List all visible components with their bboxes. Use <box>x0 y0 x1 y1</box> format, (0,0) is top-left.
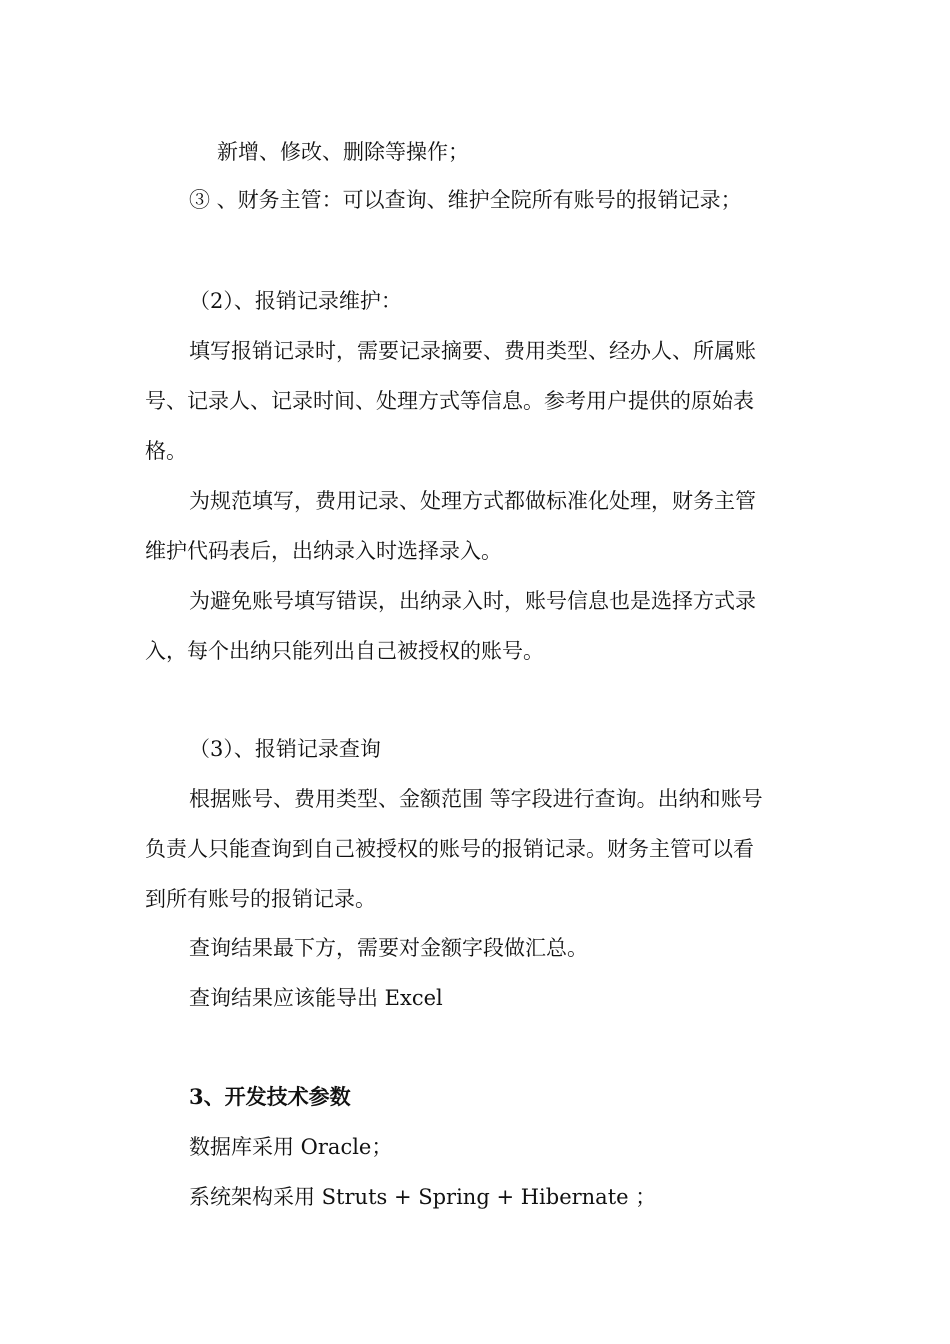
paragraph-line: 入，每个出纳只能列出自己被授权的账号。 <box>145 639 544 663</box>
paragraph-line: 负责人只能查询到自己被授权的账号的报销记录。财务主管可以看 <box>145 837 754 861</box>
paragraph-line: 填写报销记录时，需要记录摘要、费用类型、经办人、所属账 <box>189 339 756 363</box>
paragraph-line: 查询结果最下方，需要对金额字段做汇总。 <box>189 936 588 960</box>
paragraph-line: 为规范填写，费用记录、处理方式都做标准化处理，财务主管 <box>189 489 756 513</box>
paragraph-line: 维护代码表后，出纳录入时选择录入。 <box>145 539 502 563</box>
paragraph-line: 新增、修改、删除等操作； <box>217 140 469 164</box>
paragraph-line: 根据账号、费用类型、金额范围 等字段进行查询。出纳和账号 <box>189 787 763 811</box>
section-heading: 3、开发技术参数 <box>189 1084 351 1109</box>
section-heading: （3）、报销记录查询 <box>189 737 381 761</box>
section-heading: （2）、报销记录维护： <box>189 289 402 313</box>
paragraph-line: ③ 、财务主管：可以查询、维护全院所有账号的报销记录； <box>189 188 742 212</box>
paragraph-line: 数据库采用 Oracle； <box>189 1135 393 1159</box>
paragraph-line: 到所有账号的报销记录。 <box>145 887 376 911</box>
paragraph-line: 为避免账号填写错误，出纳录入时，账号信息也是选择方式录 <box>189 589 756 613</box>
paragraph-line: 查询结果应该能导出 Excel <box>189 986 443 1010</box>
paragraph-line: 系统架构采用 Struts + Spring + Hibernate ； <box>189 1185 657 1209</box>
paragraph-line: 号、记录人、记录时间、处理方式等信息。参考用户提供的原始表 <box>145 389 754 413</box>
paragraph-line: 格。 <box>145 439 187 463</box>
